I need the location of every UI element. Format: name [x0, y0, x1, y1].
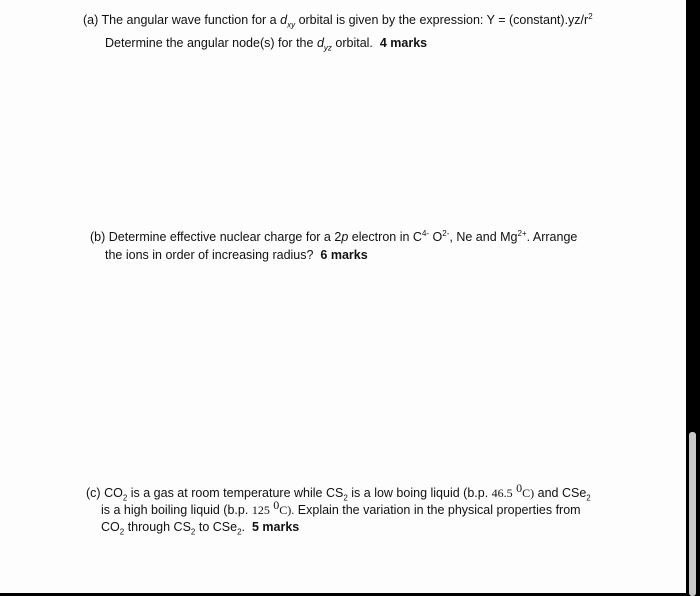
question-a-line-1: (a) The angular wave function for a $d_{xy}$ orbital is given by the expression: $Y = (constant).yz/r^2$ — [83, 11, 593, 30]
question-a-label: (a) — [83, 13, 99, 27]
question-c-line-1: (c) $CO_2$ is a gas at room temperature while $CS_2$ is a low boing liquid (b.p. 46.5 $^0$C) and CSe$_2$ — [86, 480, 591, 503]
question-b-label: (b) — [90, 230, 106, 244]
question-c-label: (c) — [86, 486, 101, 500]
question-c-line-3: $CO_2$ through $CS_2$ to CSe$_2$. 5 marks — [101, 520, 300, 537]
question-c-line-2: is a high boiling liquid (b.p. 125 $^0$C). Explain the variation in the physical properties from — [101, 497, 581, 517]
question-a-line-2: Determine the angular node(s) for the $d_{yz}$ orbital. 4 marks — [105, 36, 428, 53]
scrollbar-thumb[interactable] — [689, 432, 696, 596]
question-c-marks: 5 marks — [251, 520, 300, 534]
question-b-marks: 6 marks — [320, 248, 368, 262]
question-b-line-1: (b) Determine effective nuclear charge for a 2p electron in $C^{4-}$ $O^{2-}$, Ne and $Mg^{2+}$. Arrange — [90, 228, 578, 244]
question-b-line-2: the ions in order of increasing radius? 6 marks — [105, 248, 368, 262]
question-a-marks: 4 marks — [379, 36, 428, 50]
scrollbar-track[interactable] — [686, 0, 700, 596]
